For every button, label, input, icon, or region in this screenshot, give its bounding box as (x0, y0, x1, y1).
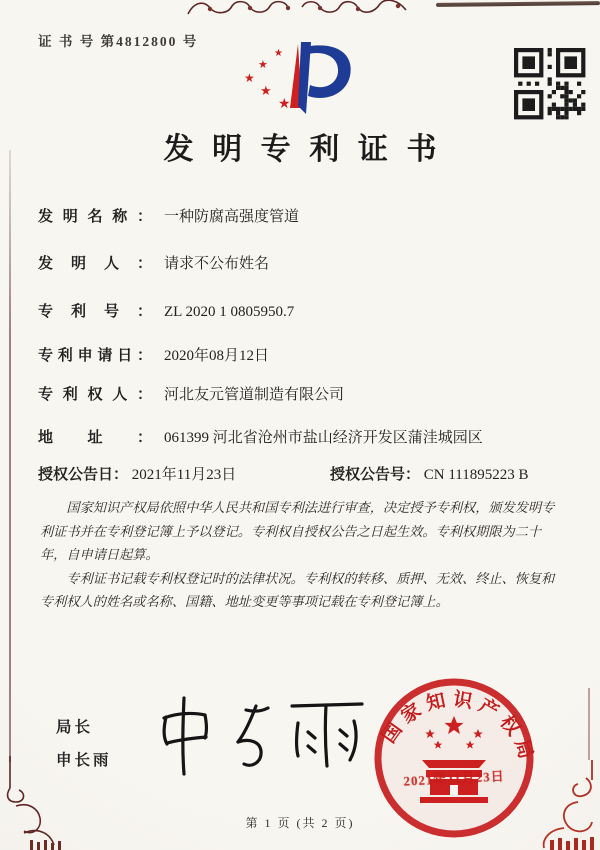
field-value: 请求不公布姓名 (164, 256, 270, 272)
grant-number-group (330, 463, 529, 484)
grant-date-label: 授权公告日： (38, 467, 129, 483)
field-row-invention-name (38, 205, 578, 226)
field-row-patentee (38, 383, 578, 404)
director-name: 申长雨 (56, 751, 112, 769)
patent-office-logo-icon (240, 40, 362, 120)
legal-paragraph-1: 国家知识产权局依照中华人民共和国专利法进行审查，决定授予专利权，颁发发明专利证书并在专利登记簿上予以登记。专利权自授权公告之日起生效。专利权期限为二十年，自申请日起算。 (40, 500, 555, 562)
legal-paragraph-2: 专利证书记载专利权登记时的法律状况。专利权的转移、质押、无效、终止、恢复和专利权人的姓名或名称、国籍、地址变更等事项记载在专利登记簿上。 (40, 570, 555, 609)
field-value: 2020年08月12日 (164, 348, 270, 364)
grant-number-label: 授权公告号： (330, 467, 421, 483)
field-value: ZL 2020 1 0805950.7 (164, 304, 295, 320)
field-label: 专利申请日： (38, 348, 152, 364)
grant-number-value: CN 111895223 B (423, 467, 529, 483)
field-row-patent-number (38, 300, 578, 321)
border-ornament-top-icon (184, 0, 418, 16)
field-label: 地址： (38, 430, 152, 446)
grant-row (38, 463, 578, 484)
svg-text:★: ★ (274, 48, 283, 59)
field-row-address (38, 426, 578, 447)
svg-text:★: ★ (244, 71, 255, 85)
field-value: 061399 河北省沧州市盐山经济开发区蒲洼城园区 (164, 430, 483, 446)
svg-text:★: ★ (260, 83, 272, 98)
field-label: 发明人： (38, 256, 152, 272)
seal-date-stamp: 2021年11月23日 (403, 768, 506, 789)
grant-date-value: 2021年11月23日 (131, 467, 237, 483)
field-value: 河北友元管道制造有限公司 (164, 387, 345, 403)
border-left-line (9, 150, 11, 762)
page-number: 第 1 页 (共 2 页) (245, 816, 355, 830)
field-row-filing-date (38, 344, 578, 365)
signature-handwriting (150, 686, 380, 781)
director-block (56, 712, 112, 777)
qr-code-icon (514, 48, 586, 122)
field-value: 一种防腐高强度管道 (164, 209, 300, 225)
field-label: 发明名称： (38, 209, 152, 225)
director-title: 局长 (56, 719, 94, 736)
svg-text:★: ★ (258, 59, 268, 71)
svg-text:★: ★ (278, 97, 291, 112)
photo-edge-line (436, 1, 600, 7)
certificate-number: 证 书 号 第4812800 号 (38, 34, 199, 49)
field-label: 专利权人： (38, 387, 152, 403)
seal-org-text: 国家知识产权局 (378, 689, 538, 768)
field-label: 专利号： (38, 304, 152, 320)
field-row-inventor (38, 252, 578, 273)
legal-text (40, 496, 564, 614)
page-title: 发明专利证书 (163, 133, 456, 166)
